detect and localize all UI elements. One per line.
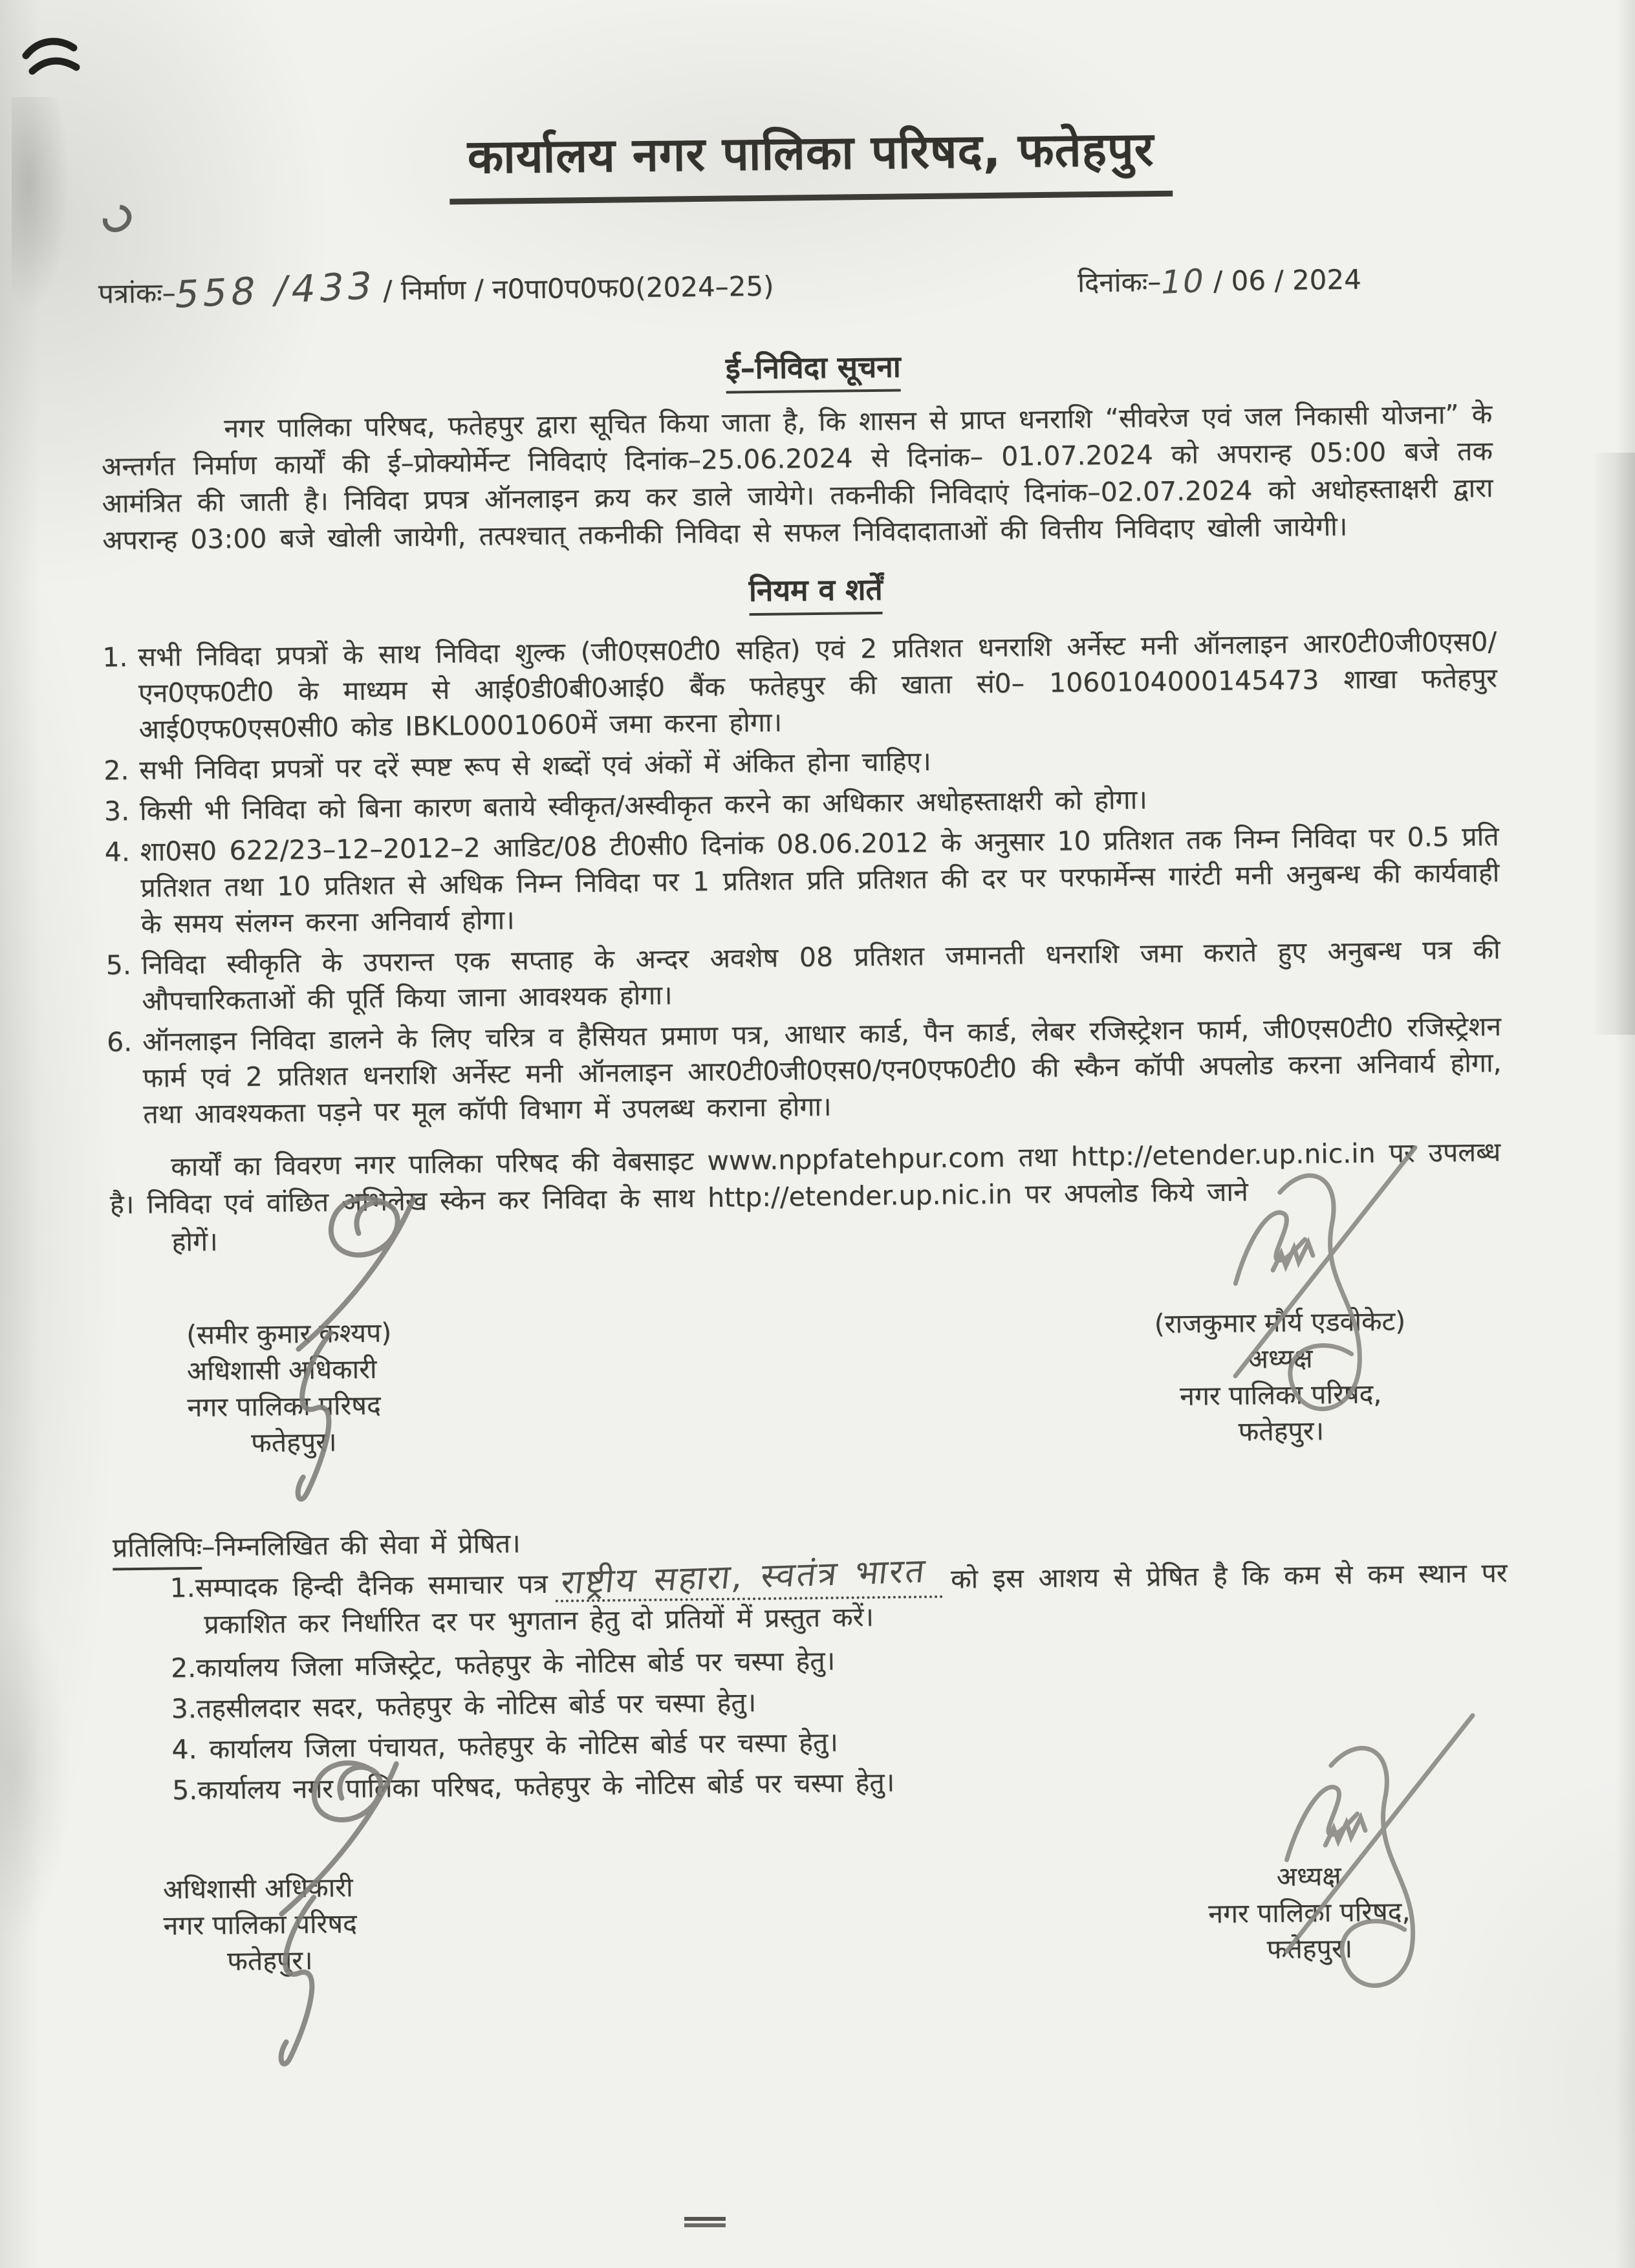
- signature-block-chairman-bottom: [1207, 1857, 1411, 1969]
- term-number: 6.: [106, 1026, 133, 1058]
- copy-item-number: 5.: [171, 1774, 198, 1806]
- term-number: 5.: [105, 949, 132, 981]
- copy-item-number: 2.: [170, 1652, 197, 1684]
- notice-heading: [0, 338, 1631, 396]
- term-item: [106, 1008, 1502, 1132]
- term-text: किसी भी निविदा को बिना कारण बताये स्वीकृत/अस्वीकृत करने का अधिकार अधोहस्ताक्षरी को होगा।: [139, 784, 1148, 826]
- signature-block-executive-officer: [186, 1315, 393, 1462]
- terms-heading-text: नियम व शर्तें: [749, 572, 883, 616]
- copies-heading-rest: –निम्नलिखित की सेवा में प्रेषित।: [201, 1528, 521, 1562]
- signatory-place: फतेहपुर।: [1266, 1932, 1353, 1965]
- copy-item-number: 4.: [171, 1733, 197, 1766]
- scan-bottom-mark: [684, 2217, 726, 2227]
- term-item: [105, 931, 1500, 1019]
- signature-block-chairman: [1154, 1303, 1407, 1451]
- copy-item-text: को इस आशय से प्रेषित है कि कम से कम स्थान पर प्रकाशित कर निर्धारित दर पर भुगतान हेतु दो प्रतियों में प्रस्तुत करें।: [204, 1557, 1508, 1640]
- letter-number: [98, 261, 774, 317]
- term-number: 3.: [103, 795, 130, 827]
- newspaper-name-handwritten: राष्ट्रीय सहारा, स्वतंत्र भारत: [559, 1551, 929, 1603]
- letter-date: [1077, 259, 1361, 300]
- term-number: 2.: [103, 755, 129, 786]
- letter-number-label: पत्रांकः–: [98, 277, 176, 310]
- copy-item-text: कार्यालय जिला मजिस्ट्रेट, फतेहपुर के नोटिस बोर्ड पर चस्पा हेतु।: [195, 1645, 836, 1683]
- signatory-org: नगर पालिका परिषद: [163, 1908, 358, 1941]
- copies-heading-label: प्रतिलिपिः: [113, 1531, 202, 1571]
- signatory-place: फतेहपुर।: [250, 1426, 337, 1459]
- signatory-org: नगर पालिका परिषद: [187, 1389, 381, 1423]
- notice-heading-text: ई–निविदा सूचना: [726, 349, 901, 394]
- signatory-org: नगर पालिका परिषद,: [1179, 1378, 1382, 1412]
- term-number: 1.: [102, 642, 128, 673]
- signatory-org: नगर पालिका परिषद,: [1207, 1895, 1411, 1930]
- notice-paragraph: नगर पालिका परिषद, फतेहपुर द्वारा सूचित किया जाता है, कि शासन से प्राप्त धनराशि “सीवरेज एवं जल निकासी योजना” के अन्तर्गत निर्माण कार्यों की ई–प्रोक्योर्मेन्ट निविदाएं दिनांक–25.06.2024 से दिनांक– 01.07.2024 को अपरान्ह 05:00 बजे तक आमंत्रित की जाती है। निविदा प्रपत्र ऑनलाइन क्रय कर डाले जायेगे। तकनीकी निविदाएं दिनांक–02.07.2024 को अधोहस्ताक्षरी द्वारा अपरान्ह 03:00 बजे खोली जायेगी, तत्पश्चात् तकनीकी निविदा से सफल निविदादाताओं की वित्तीय निविदाए खोली जायेगी।: [101, 398, 1493, 556]
- term-text: निविदा स्वीकृति के उपरान्त एक सप्ताह के अन्दर अवशेष 08 प्रतिशत जमानती धनराशि जमा कराते हुए अनुबन्ध पत्र की औपचारिकताओं की पूर्ति किया जाना आवश्यक होगा।: [141, 934, 1500, 1017]
- closing-paragraph: कार्यों का विवरण नगर पालिका परिषद की वेबसाइट www.nppfatehpur.com तथा http://etender.up.nic.in पर उपलब्ध है। निविदा एवं वांछित अभिलेख स्केन कर निविदा के साथ http://etender.up.nic.in पर अपलोड किये जाने: [109, 1136, 1501, 1220]
- terms-list: [0, 622, 1635, 1134]
- copy-item-text: कार्यालय नगर पालिका परिषद, फतेहपुर के नोटिस बोर्ड पर चस्पा हेतु।: [197, 1766, 895, 1806]
- copy-item-text: 1.सम्पादक हिन्दी दैनिक समाचार पत्र: [169, 1568, 548, 1604]
- terms-heading: [0, 560, 1633, 619]
- signatory-name: (समीर कुमार कश्यप): [186, 1317, 392, 1351]
- term-number: 4.: [104, 836, 131, 868]
- signatory-place: फतेहपुर।: [226, 1944, 313, 1977]
- signature-block-executive-officer-bottom: [163, 1869, 358, 1980]
- letter-number-handwritten: 558 /433: [171, 263, 379, 317]
- term-item: [102, 623, 1498, 748]
- signatory-role: अध्यक्ष: [1248, 1343, 1313, 1375]
- closing-last-word: होगें।: [171, 1226, 218, 1258]
- copy-item-text: कार्यालय जिला पंचायत, फतेहपुर के नोटिस बोर्ड पर चस्पा हेतु।: [209, 1726, 839, 1765]
- term-text: शा0स0 622/23–12–2012–2 आडिट/08 टी0सी0 दिनांक 08.06.2012 के अनुसार 10 प्रतिशत तक निम्न निविदा पर 0.5 प्रति प्रतिशत तथा 10 प्रतिशत से अधिक निम्न निविदा पर 1 प्रतिशत प्रति प्रतिशत की दर पर परफार्मेन्स गारंटी मनी अनुबन्ध की कार्यवाही के समय संलग्न करना अनिवार्य होगा।: [140, 821, 1500, 940]
- signatory-role: अधिशासी अधिकारी: [186, 1353, 377, 1387]
- signatory-role: अधिशासी अधिकारी: [162, 1872, 353, 1905]
- signature-row-top: [6, 1301, 1635, 1464]
- copies-section: [9, 1513, 1635, 1811]
- copy-item-number: 3.: [171, 1692, 197, 1725]
- signatory-role: अध्यक्ष: [1276, 1860, 1341, 1893]
- term-item: [104, 818, 1500, 942]
- letter-date-suffix: / 06 / 2024: [1213, 263, 1362, 297]
- term-text: सभी निविदा प्रपत्रों के साथ निविदा शुल्क (जी0एस0टी0 सहित) एवं 2 प्रतिशत धनराशि अर्नेस्ट मनी ऑनलाइन आर0टी0जी0एस0/एन0एफ0टी0 के माध्यम से आई0डी0बी0आई0 बैंक फतेहपुर की खाता सं0– 1060104000145473 शाखा फतेहपुर आई0एफ0एस0सी0 कोड IBKL0001060में जमा करना होगा।: [138, 626, 1498, 745]
- signatory-name: (राजकुमार मौर्य एडवोकेट): [1154, 1305, 1406, 1340]
- copy-item-text: तहसीलदार सदर, फतेहपुर के नोटिस बोर्ड पर चस्पा हेतु।: [196, 1687, 757, 1724]
- letter-date-handwritten: 10: [1158, 261, 1208, 302]
- office-title: कार्यालय नगर पालिका परिषद, फतेहपुर: [449, 116, 1173, 205]
- copy-item: [169, 1551, 1508, 1643]
- header: [0, 111, 1629, 210]
- term-text: सभी निविदा प्रपत्रों पर दरें स्पष्ट रूप से शब्दों एवं अंकों में अंकित होना चाहिए।: [139, 746, 931, 786]
- letter-number-suffix: / निर्माण / न0पा0प0फ0(2024–25): [383, 270, 774, 307]
- reference-row: [98, 254, 1362, 317]
- signatory-place: फतेहपुर।: [1238, 1415, 1325, 1447]
- signature-row-bottom: [13, 1855, 1635, 1982]
- letter-date-label: दिनांकः–: [1077, 265, 1162, 299]
- term-text: ऑनलाइन निविदा डालने के लिए चरित्र व हैसियत प्रमाण पत्र, आधार कार्ड, पैन कार्ड, लेबर रजिस्ट्रेशन फार्म, जी0एस0टी0 रजिस्ट्रेशन फार्म एवं 2 प्रतिशत धनराशि अर्नेस्ट मनी ऑनलाइन आर0टी0जी0एस0/एन0एफ0टी0 की स्कैन कॉपी अपलोड करना अनिवार्य होगा, तथा आवश्यकता पड़ने पर मूल कॉपी विभाग में उपलब्ध कराना होगा।: [142, 1011, 1502, 1130]
- newspaper-name-field: [556, 1551, 944, 1603]
